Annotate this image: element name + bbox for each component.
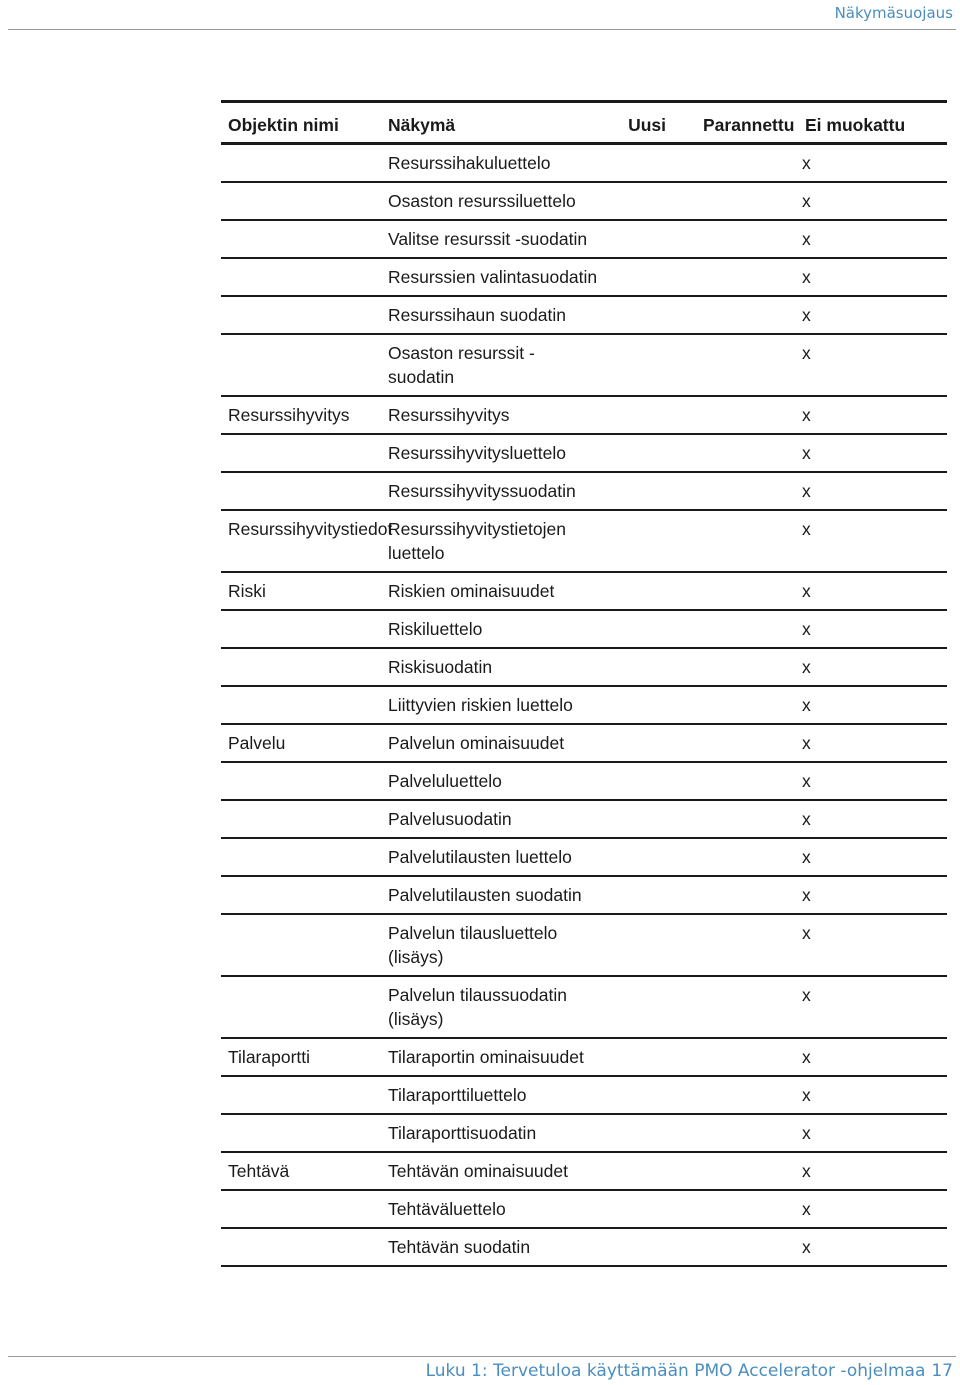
unmodified-cell: x [802, 695, 811, 715]
new-cell [606, 434, 696, 472]
view-name-cell: Tehtävän ominaisuudet [388, 1161, 568, 1181]
table-row [221, 976, 947, 1038]
improved-cell [696, 1228, 798, 1266]
page-footer [426, 1361, 953, 1381]
object-name-cell: Palvelu [228, 733, 286, 753]
unmodified-cell: x [802, 443, 811, 463]
new-cell [606, 396, 696, 434]
footer-rule [8, 1356, 956, 1357]
improved-cell [696, 510, 798, 572]
new-cell [606, 1076, 696, 1114]
object-name-cell [221, 1076, 381, 1114]
new-cell [606, 724, 696, 762]
object-name-cell [221, 144, 381, 183]
unmodified-cell: x [802, 229, 811, 249]
table-row [221, 610, 947, 648]
improved-cell [696, 572, 798, 610]
unmodified-cell: x [802, 1047, 811, 1067]
table-row [221, 572, 947, 610]
table-row [221, 1190, 947, 1228]
unmodified-cell: x [802, 343, 811, 363]
unmodified-cell: x [802, 519, 811, 539]
unmodified-cell: x [802, 771, 811, 791]
unmodified-cell: x [802, 733, 811, 753]
new-cell [606, 296, 696, 334]
view-name-cell: Resurssihyvitysluettelo [388, 443, 566, 463]
new-cell [606, 1038, 696, 1076]
view-name-cell: Tehtävän suodatin [388, 1237, 531, 1257]
table-row [221, 144, 947, 183]
unmodified-cell: x [802, 481, 811, 501]
object-name-cell [221, 1190, 381, 1228]
new-cell [606, 914, 696, 976]
view-name-cell: Valitse resurssit -suodatin [388, 229, 588, 249]
object-name-cell [221, 434, 381, 472]
object-name-cell [221, 182, 381, 220]
table-row [221, 914, 947, 976]
object-name-cell [221, 220, 381, 258]
unmodified-cell: x [802, 985, 811, 1005]
unmodified-cell: x [802, 1085, 811, 1105]
view-name-cell: Resurssihyvitys [388, 405, 510, 425]
new-cell [606, 220, 696, 258]
footer-chapter-title: Luku 1: Tervetuloa käyttämään PMO Accelerator -ohjelmaa [425, 1361, 926, 1381]
table-row [221, 334, 947, 396]
improved-cell [696, 258, 798, 296]
view-name-cell: Resurssihyvitystietojen luettelo [388, 519, 566, 563]
improved-cell [696, 914, 798, 976]
view-name-cell: Tilaraporttiluettelo [388, 1085, 527, 1105]
view-name-cell: Palvelutilausten suodatin [388, 885, 582, 905]
object-name-cell: Riski [228, 581, 266, 601]
unmodified-cell: x [802, 191, 811, 211]
improved-cell [696, 144, 798, 183]
table-header-row [221, 102, 947, 144]
improved-cell [696, 838, 798, 876]
view-name-cell: Riskiluettelo [388, 619, 483, 639]
object-name-cell: Resurssihyvitys [228, 405, 350, 425]
improved-cell [696, 296, 798, 334]
column-header-unmodified: Ei muokattu [805, 115, 906, 135]
improved-cell [696, 1114, 798, 1152]
table-row [221, 258, 947, 296]
object-name-cell [221, 258, 381, 296]
unmodified-cell: x [802, 267, 811, 287]
table-row [221, 724, 947, 762]
page-header-section-title: Näkymäsuojaus [834, 4, 953, 22]
unmodified-cell: x [802, 305, 811, 325]
table-row [221, 396, 947, 434]
view-name-cell: Osaston resurssit -suodatin [388, 343, 535, 387]
object-name-cell [221, 296, 381, 334]
view-name-cell: Osaston resurssiluettelo [388, 191, 576, 211]
improved-cell [696, 800, 798, 838]
table-row [221, 648, 947, 686]
object-name-cell [221, 648, 381, 686]
improved-cell [696, 472, 798, 510]
view-name-cell: Palveluluettelo [388, 771, 502, 791]
object-name-cell [221, 976, 381, 1038]
object-name-cell [221, 800, 381, 838]
unmodified-cell: x [802, 809, 811, 829]
view-name-cell: Tehtäväluettelo [388, 1199, 506, 1219]
improved-cell [696, 876, 798, 914]
new-cell [606, 572, 696, 610]
unmodified-cell: x [802, 1199, 811, 1219]
unmodified-cell: x [802, 153, 811, 173]
view-name-cell: Resurssien valintasuodatin [388, 267, 598, 287]
object-name-cell: Tehtävä [228, 1161, 290, 1181]
new-cell [606, 838, 696, 876]
improved-cell [696, 434, 798, 472]
improved-cell [696, 762, 798, 800]
unmodified-cell: x [802, 581, 811, 601]
object-name-cell: Tilaraportti [228, 1047, 311, 1067]
new-cell [606, 610, 696, 648]
column-header-view: Näkymä [388, 115, 456, 135]
unmodified-cell: x [802, 923, 811, 943]
unmodified-cell: x [802, 619, 811, 639]
improved-cell [696, 1152, 798, 1190]
new-cell [606, 258, 696, 296]
new-cell [606, 1190, 696, 1228]
table-row [221, 1152, 947, 1190]
header-rule [8, 29, 956, 30]
improved-cell [696, 1190, 798, 1228]
improved-cell [696, 334, 798, 396]
table-row [221, 762, 947, 800]
improved-cell [696, 1038, 798, 1076]
view-name-cell: Resurssihaun suodatin [388, 305, 567, 325]
view-name-cell: Liittyvien riskien luettelo [388, 695, 573, 715]
table-row [221, 220, 947, 258]
new-cell [606, 144, 696, 183]
object-name-cell [221, 472, 381, 510]
view-name-cell: Palvelusuodatin [388, 809, 512, 829]
table-row [221, 182, 947, 220]
view-name-cell: Tilaraporttisuodatin [388, 1123, 537, 1143]
new-cell [606, 876, 696, 914]
view-name-cell: Palvelun tilaussuodatin (lisäys) [388, 985, 568, 1029]
new-cell [606, 334, 696, 396]
new-cell [606, 1228, 696, 1266]
table-row [221, 1114, 947, 1152]
object-name-cell [221, 686, 381, 724]
object-name-cell [221, 1114, 381, 1152]
view-security-table [221, 100, 947, 1267]
improved-cell [696, 1076, 798, 1114]
object-name-cell [221, 762, 381, 800]
new-cell [606, 1114, 696, 1152]
unmodified-cell: x [802, 885, 811, 905]
improved-cell [696, 648, 798, 686]
new-cell [606, 800, 696, 838]
table-header [221, 102, 947, 144]
table-row [221, 876, 947, 914]
object-name-cell [221, 334, 381, 396]
table-row [221, 838, 947, 876]
object-name-cell [221, 914, 381, 976]
view-name-cell: Palvelun tilausluettelo (lisäys) [388, 923, 558, 967]
object-name-cell [221, 876, 381, 914]
new-cell [606, 976, 696, 1038]
improved-cell [696, 610, 798, 648]
unmodified-cell: x [802, 657, 811, 677]
table-row [221, 1076, 947, 1114]
view-name-cell: Tilaraportin ominaisuudet [388, 1047, 584, 1067]
unmodified-cell: x [802, 1123, 811, 1143]
table-row [221, 1038, 947, 1076]
column-header-improved: Parannettu [703, 115, 795, 135]
unmodified-cell: x [802, 1237, 811, 1257]
improved-cell [696, 724, 798, 762]
new-cell [606, 762, 696, 800]
unmodified-cell: x [802, 847, 811, 867]
table-row [221, 686, 947, 724]
column-header-object-name: Objektin nimi [228, 115, 339, 135]
object-name-cell [221, 838, 381, 876]
view-name-cell: Resurssihyvityssuodatin [388, 481, 576, 501]
table-row [221, 510, 947, 572]
view-name-cell: Riskien ominaisuudet [388, 581, 555, 601]
footer-page-number: 17 [931, 1361, 953, 1381]
table-body [221, 144, 947, 1267]
improved-cell [696, 182, 798, 220]
improved-cell [696, 686, 798, 724]
table-row [221, 296, 947, 334]
view-name-cell: Resurssihakuluettelo [388, 153, 551, 173]
object-name-cell: Resurssihyvitystiedot [228, 519, 393, 539]
new-cell [606, 1152, 696, 1190]
new-cell [606, 648, 696, 686]
column-header-new: Uusi [628, 115, 666, 135]
table-row [221, 434, 947, 472]
table-row [221, 800, 947, 838]
object-name-cell [221, 1228, 381, 1266]
view-name-cell: Palvelun ominaisuudet [388, 733, 565, 753]
new-cell [606, 686, 696, 724]
improved-cell [696, 396, 798, 434]
view-name-cell: Riskisuodatin [388, 657, 493, 677]
object-name-cell [221, 610, 381, 648]
new-cell [606, 182, 696, 220]
table-row [221, 1228, 947, 1266]
new-cell [606, 510, 696, 572]
unmodified-cell: x [802, 1161, 811, 1181]
table-row [221, 472, 947, 510]
improved-cell [696, 976, 798, 1038]
new-cell [606, 472, 696, 510]
unmodified-cell: x [802, 405, 811, 425]
improved-cell [696, 220, 798, 258]
view-name-cell: Palvelutilausten luettelo [388, 847, 572, 867]
